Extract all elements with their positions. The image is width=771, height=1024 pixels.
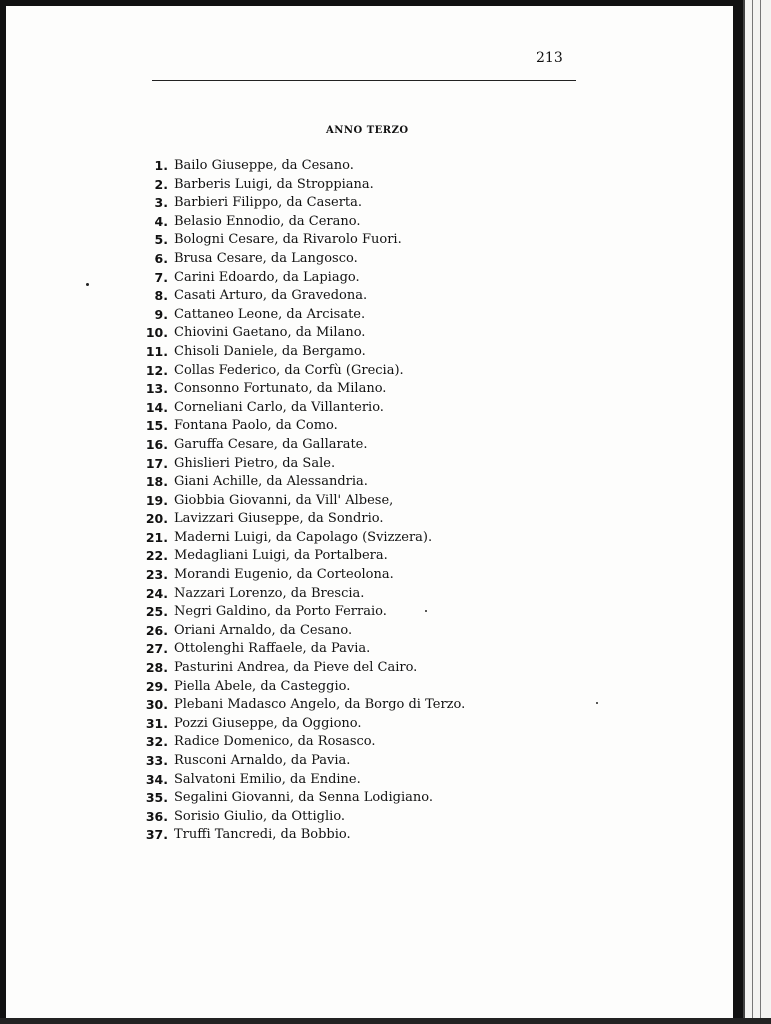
list-item <box>138 362 465 381</box>
list-item <box>138 250 465 269</box>
entry-number: 27. <box>145 641 168 657</box>
list-item <box>138 306 465 325</box>
entry-number: 20. <box>145 511 168 527</box>
entry-number: 28. <box>145 660 168 676</box>
entry-number: 17. <box>145 455 168 471</box>
student-list <box>138 157 465 845</box>
entry-text: Plebani Madasco Angelo, da Borgo di Terzo. <box>174 697 466 713</box>
entry-number: 8. <box>154 288 168 304</box>
entry-number: 23. <box>145 567 168 583</box>
page-edge-strip <box>743 0 771 1024</box>
entry-text: Chiovini Gaetano, da Milano. <box>174 325 366 341</box>
list-item <box>138 678 465 697</box>
entry-text: Giani Achille, da Alessandria. <box>174 474 368 490</box>
entry-number: 33. <box>145 753 168 768</box>
entry-text: Cattaneo Leone, da Arcisate. <box>174 306 366 322</box>
entry-text: Giobbia Giovanni, da Vill' Albese, <box>174 492 394 508</box>
entry-text: Maderni Luigi, da Capolago (Svizzera). <box>174 529 433 545</box>
entry-number: 4. <box>154 213 168 229</box>
entry-text: Morandi Eugenio, da Corteolona. <box>174 567 394 583</box>
header-rule <box>152 80 576 81</box>
page-edge-line <box>752 0 753 1024</box>
list-item <box>138 492 465 511</box>
entry-number: 13. <box>145 381 168 397</box>
list-item <box>138 455 465 474</box>
entry-text: Truffi Tancredi, da Bobbio. <box>174 827 351 843</box>
list-item <box>138 176 465 195</box>
list-item <box>138 789 465 808</box>
entry-number: 25. <box>145 604 168 620</box>
list-item <box>138 231 465 250</box>
list-item <box>138 529 465 548</box>
entry-text: Consonno Fortunato, da Milano. <box>174 381 387 397</box>
entry-number: 36. <box>145 808 168 824</box>
list-item <box>138 287 465 306</box>
entry-number: 1. <box>154 158 168 173</box>
list-item <box>138 640 465 659</box>
scan-speck <box>425 610 427 612</box>
list-item <box>138 771 465 790</box>
entry-text: Bailo Giuseppe, da Cesano. <box>174 158 354 173</box>
list-item <box>138 826 465 845</box>
entry-text: Lavizzari Giuseppe, da Sondrio. <box>174 511 384 527</box>
entry-text: Brusa Cesare, da Langosco. <box>174 250 358 266</box>
section-title: ANNO TERZO <box>326 125 409 136</box>
entry-text: Segalini Giovanni, da Senna Lodigiano. <box>174 790 433 806</box>
entry-text: Barbieri Filippo, da Caserta. <box>174 195 363 211</box>
entry-number: 37. <box>145 827 168 843</box>
entry-text: Negri Galdino, da Porto Ferraio. <box>174 604 387 620</box>
list-item <box>138 585 465 604</box>
entry-text: Oriani Arnaldo, da Cesano. <box>174 622 353 638</box>
entry-text: Rusconi Arnaldo, da Pavia. <box>174 753 351 768</box>
list-item <box>138 157 465 176</box>
list-item <box>138 399 465 418</box>
entry-number: 19. <box>145 492 168 508</box>
scan-speck <box>86 283 89 286</box>
entry-text: Fontana Paolo, da Como. <box>174 418 338 434</box>
entry-number: 30. <box>145 697 168 713</box>
entry-number: 18. <box>145 474 168 490</box>
entry-number: 5. <box>154 232 168 248</box>
list-item <box>138 436 465 455</box>
entry-number: 14. <box>145 399 168 415</box>
list-item <box>138 324 465 343</box>
entry-number: 9. <box>154 306 168 322</box>
list-item <box>138 269 465 288</box>
entry-text: Bologni Cesare, da Rivarolo Fuori. <box>174 232 402 248</box>
entry-number: 7. <box>154 269 168 285</box>
scan-border-bottom <box>0 1018 771 1024</box>
entry-text: Barberis Luigi, da Stroppiana. <box>174 176 374 192</box>
entry-number: 29. <box>145 678 168 694</box>
entry-number: 16. <box>145 436 168 452</box>
entry-number: 32. <box>145 734 168 750</box>
entry-text: Casati Arturo, da Gravedona. <box>174 288 368 304</box>
scan-border-top <box>0 0 740 6</box>
list-item <box>138 473 465 492</box>
list-item <box>138 510 465 529</box>
list-item <box>138 715 465 734</box>
entry-number: 26. <box>145 622 168 638</box>
entry-text: Pasturini Andrea, da Pieve del Cairo. <box>174 660 418 676</box>
entry-text: Radice Domenico, da Rosasco. <box>174 734 376 750</box>
list-item <box>138 696 465 715</box>
entry-text: Sorisio Giulio, da Ottiglio. <box>174 808 346 824</box>
list-item <box>138 547 465 566</box>
entry-number: 15. <box>145 418 168 434</box>
page-number: 213 <box>536 50 563 66</box>
entry-text: Pozzi Giuseppe, da Oggiono. <box>174 715 362 731</box>
entry-number: 3. <box>154 195 168 211</box>
list-item <box>138 194 465 213</box>
entry-number: 35. <box>145 790 168 806</box>
entry-number: 24. <box>145 585 168 601</box>
entry-number: 34. <box>145 771 168 787</box>
entry-text: Salvatoni Emilio, da Endine. <box>174 771 361 787</box>
entry-text: Chisoli Daniele, da Bergamo. <box>174 343 366 359</box>
list-item <box>138 808 465 827</box>
list-item <box>138 343 465 362</box>
entry-text: Piella Abele, da Casteggio. <box>174 678 351 694</box>
list-item <box>138 417 465 436</box>
entry-text: Carini Edoardo, da Lapiago. <box>174 269 360 285</box>
entry-number: 11. <box>145 343 168 359</box>
entry-text: Ghislieri Pietro, da Sale. <box>174 455 336 471</box>
list-item <box>138 733 465 752</box>
list-item <box>138 213 465 232</box>
entry-text: Corneliani Carlo, da Villanterio. <box>174 399 384 415</box>
entry-number: 12. <box>145 362 168 378</box>
entry-text: Collas Federico, da Corfù (Grecia). <box>174 362 404 378</box>
list-item <box>138 659 465 678</box>
entry-number: 2. <box>154 176 168 192</box>
entry-number: 22. <box>145 548 168 564</box>
entry-number: 21. <box>145 529 168 545</box>
scan-speck <box>596 702 598 704</box>
list-item <box>138 603 465 622</box>
page-edge-line <box>760 0 761 1024</box>
entry-number: 31. <box>145 715 168 731</box>
scan-border-right <box>733 0 743 1024</box>
list-item <box>138 380 465 399</box>
entry-text: Nazzari Lorenzo, da Brescia. <box>174 585 365 601</box>
entry-number: 6. <box>154 250 168 266</box>
list-item <box>138 752 465 771</box>
scan-border-left <box>0 0 6 1024</box>
entry-text: Medagliani Luigi, da Portalbera. <box>174 548 388 564</box>
list-item <box>138 566 465 585</box>
list-item <box>138 622 465 641</box>
entry-text: Belasio Ennodio, da Cerano. <box>174 213 361 229</box>
entry-number: 10. <box>145 325 168 341</box>
entry-text: Ottolenghi Raffaele, da Pavia. <box>174 641 371 657</box>
entry-text: Garuffa Cesare, da Gallarate. <box>174 436 368 452</box>
